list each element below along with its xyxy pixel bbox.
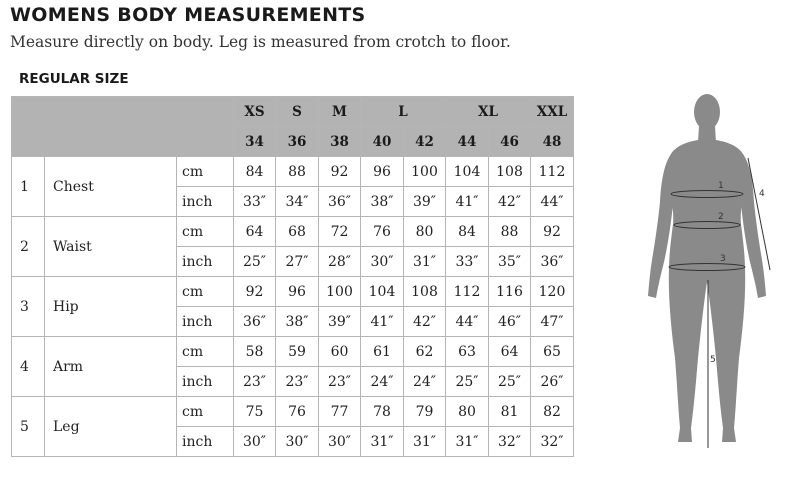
unit-label: cm — [177, 277, 234, 307]
eu-size-header: 34 — [234, 127, 276, 157]
header-blank — [12, 97, 234, 157]
measurement-value: 25″ — [446, 367, 489, 397]
unit-label: cm — [177, 397, 234, 427]
measurement-value: 82 — [531, 397, 574, 427]
measurement-value: 42″ — [489, 187, 531, 217]
label-2: 2 — [718, 212, 724, 222]
measurement-number: 2 — [12, 217, 45, 277]
measurement-value: 41″ — [361, 307, 404, 337]
measurement-value: 62 — [404, 337, 446, 367]
measurement-value: 30″ — [276, 427, 319, 457]
measurement-value: 75 — [234, 397, 276, 427]
eu-size-header: 36 — [276, 127, 319, 157]
measurement-value: 30″ — [319, 427, 361, 457]
measurement-value: 46″ — [489, 307, 531, 337]
size-header: XS — [234, 97, 276, 127]
measurement-value: 23″ — [276, 367, 319, 397]
body-silhouette-illustration — [640, 90, 790, 460]
size-header: S — [276, 97, 319, 127]
measurement-value: 79 — [404, 397, 446, 427]
measurement-value: 76 — [361, 217, 404, 247]
measurement-name: Chest — [45, 157, 177, 217]
measurement-value: 31″ — [446, 427, 489, 457]
unit-label: cm — [177, 157, 234, 187]
unit-label: inch — [177, 187, 234, 217]
unit-label: inch — [177, 307, 234, 337]
table-row — [12, 157, 574, 187]
measurement-value: 108 — [489, 157, 531, 187]
measurement-value: 30″ — [234, 427, 276, 457]
measurement-value: 36″ — [234, 307, 276, 337]
table-row — [12, 397, 574, 427]
measurement-value: 27″ — [276, 247, 319, 277]
measurement-value: 80 — [446, 397, 489, 427]
label-5: 5 — [710, 355, 716, 365]
measurement-value: 104 — [361, 277, 404, 307]
eu-size-header: 48 — [531, 127, 574, 157]
measurement-value: 39″ — [319, 307, 361, 337]
measurement-value: 39″ — [404, 187, 446, 217]
measurement-name: Arm — [45, 337, 177, 397]
measurement-value: 63 — [446, 337, 489, 367]
measurement-name: Waist — [45, 217, 177, 277]
measurement-value: 77 — [319, 397, 361, 427]
measurement-value: 96 — [276, 277, 319, 307]
measurement-value: 31″ — [361, 427, 404, 457]
measurement-value: 33″ — [446, 247, 489, 277]
unit-label: cm — [177, 217, 234, 247]
measurement-value: 44″ — [531, 187, 574, 217]
label-4: 4 — [759, 189, 765, 199]
measurement-number: 4 — [12, 337, 45, 397]
measurement-value: 92 — [234, 277, 276, 307]
measurement-value: 23″ — [319, 367, 361, 397]
eu-size-header: 38 — [319, 127, 361, 157]
measurement-value: 61 — [361, 337, 404, 367]
measurement-value: 92 — [319, 157, 361, 187]
measurement-value: 30″ — [361, 247, 404, 277]
measurement-value: 64 — [489, 337, 531, 367]
measurement-value: 116 — [489, 277, 531, 307]
measurement-number: 3 — [12, 277, 45, 337]
measurement-name: Hip — [45, 277, 177, 337]
measurement-value: 32″ — [531, 427, 574, 457]
measurement-value: 96 — [361, 157, 404, 187]
size-header: XXL — [531, 97, 574, 127]
measurement-value: 88 — [276, 157, 319, 187]
measurement-value: 78 — [361, 397, 404, 427]
eu-size-header: 42 — [404, 127, 446, 157]
measurement-value: 31″ — [404, 247, 446, 277]
measurement-value: 35″ — [489, 247, 531, 277]
measurement-value: 80 — [404, 217, 446, 247]
measurement-value: 38″ — [361, 187, 404, 217]
measurement-value: 34″ — [276, 187, 319, 217]
unit-label: inch — [177, 427, 234, 457]
measurement-value: 24″ — [361, 367, 404, 397]
measurement-value: 28″ — [319, 247, 361, 277]
page-subtitle: Measure directly on body. Leg is measured from crotch to floor. — [10, 33, 511, 51]
page-title: WOMENS BODY MEASUREMENTS — [10, 4, 366, 26]
measurement-value: 44″ — [446, 307, 489, 337]
measurement-value: 68 — [276, 217, 319, 247]
measurement-value: 24″ — [404, 367, 446, 397]
measurement-value: 120 — [531, 277, 574, 307]
unit-label: inch — [177, 247, 234, 277]
measurement-value: 84 — [446, 217, 489, 247]
measurement-value: 64 — [234, 217, 276, 247]
measurement-value: 25″ — [234, 247, 276, 277]
measurement-number: 1 — [12, 157, 45, 217]
measurement-value: 112 — [446, 277, 489, 307]
measurement-value: 58 — [234, 337, 276, 367]
eu-size-header: 46 — [489, 127, 531, 157]
body-figure — [640, 90, 790, 460]
measurement-value: 42″ — [404, 307, 446, 337]
measurement-value: 108 — [404, 277, 446, 307]
table-row — [12, 217, 574, 247]
measurement-value: 31″ — [404, 427, 446, 457]
measurement-value: 36″ — [531, 247, 574, 277]
label-1: 1 — [718, 181, 724, 191]
measurement-value: 32″ — [489, 427, 531, 457]
measurement-value: 60 — [319, 337, 361, 367]
size-header: M — [319, 97, 361, 127]
table-row — [12, 337, 574, 367]
measurement-value: 72 — [319, 217, 361, 247]
measurement-value: 41″ — [446, 187, 489, 217]
measurement-value: 84 — [234, 157, 276, 187]
size-header: XL — [446, 97, 531, 127]
silhouette — [648, 94, 766, 442]
measurement-value: 65 — [531, 337, 574, 367]
measurement-number: 5 — [12, 397, 45, 457]
measurement-value: 100 — [319, 277, 361, 307]
measurement-value: 88 — [489, 217, 531, 247]
measurement-value: 26″ — [531, 367, 574, 397]
measurement-value: 33″ — [234, 187, 276, 217]
measurement-name: Leg — [45, 397, 177, 457]
measurement-value: 81 — [489, 397, 531, 427]
measurement-value: 76 — [276, 397, 319, 427]
unit-label: cm — [177, 337, 234, 367]
table-row — [12, 277, 574, 307]
section-heading: REGULAR SIZE — [19, 71, 129, 87]
measurement-value: 59 — [276, 337, 319, 367]
header-row-sizes — [12, 97, 574, 127]
size-header: L — [361, 97, 446, 127]
size-chart-table — [11, 96, 574, 457]
measurement-value: 100 — [404, 157, 446, 187]
measurement-value: 47″ — [531, 307, 574, 337]
measurement-value: 104 — [446, 157, 489, 187]
eu-size-header: 44 — [446, 127, 489, 157]
measurement-value: 25″ — [489, 367, 531, 397]
measurement-value: 112 — [531, 157, 574, 187]
measurement-value: 23″ — [234, 367, 276, 397]
label-3: 3 — [720, 254, 726, 264]
measurement-value: 36″ — [319, 187, 361, 217]
measurement-value: 38″ — [276, 307, 319, 337]
measurement-value: 92 — [531, 217, 574, 247]
eu-size-header: 40 — [361, 127, 404, 157]
unit-label: inch — [177, 367, 234, 397]
